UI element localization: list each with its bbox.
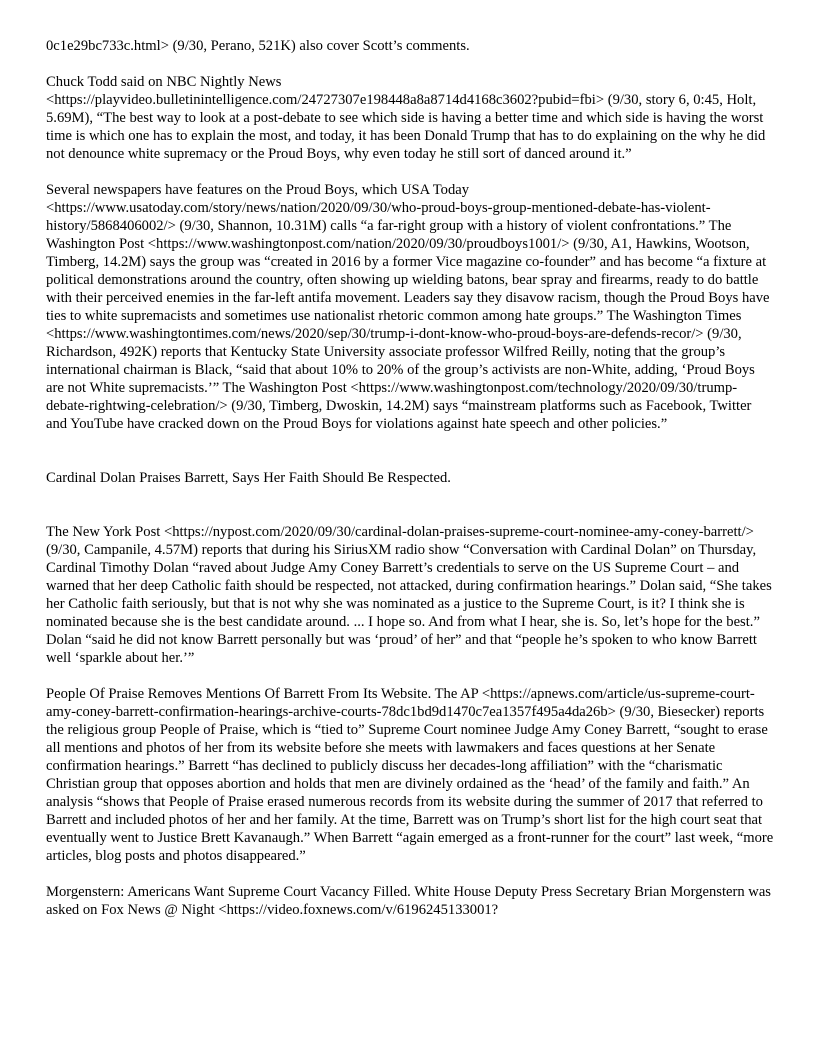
paragraph-spacer <box>46 163 774 181</box>
paragraph-chuck-todd: Chuck Todd said on NBC Nightly News <https://playvideo.bulletinintelligence.com/24727307e198448a8a8714d4168c3602?pubid=fbi> (9/30, story 6, 0:45, Holt, 5.69M), “The best way to look at a post-debate to see which side is having a better time and which side is having the worst time is which one has to explain the most, and today, it has been Donald Trump that has to do explaining on the why he did not denounce white supremacy or the Proud Boys, why even today he still sort of danced around it.” <box>46 74 766 162</box>
headline-cardinal-dolan: Cardinal Dolan Praises Barrett, Says Her Faith Should Be Respected. <box>46 470 451 486</box>
paragraph-ny-post-dolan: The New York Post <https://nypost.com/2020/09/30/cardinal-dolan-praises-supreme-court-nominee-amy-coney-barrett/> (9/30, Campanile, 4.57M) reports that during his SiriusXM radio show “Conversation with Cardinal Dolan” on Thursday, Cardinal Timothy Dolan “raved about Judge Amy Coney Barrett’s credentials to serve on the US Supreme Court – and warned that her deep Catholic faith should be respected, not attacked, during confirmation hearings.” Dolan said, “She takes her Catholic faith seriously, but that is not why she was nominated as a justice to the Supreme Court, is it? I think she is nominated because she is the best candidate around. ... I hope so. And from what I hear, she is. So, let’s hope for the best.” Dolan “said he did not know Barrett personally but was ‘proud’ of her” and that “people he’s spoken to who know Barrett well ‘sparkle about her.’” <box>46 524 772 666</box>
paragraph-scott-comments-tail: 0c1e29bc733c.html> (9/30, Perano, 521K) also cover Scott’s comments. <box>46 38 470 54</box>
document-page <box>46 37 774 919</box>
section-spacer <box>46 487 774 523</box>
section-spacer <box>46 433 774 469</box>
paragraph-spacer <box>46 55 774 73</box>
paragraph-morgenstern: Morgenstern: Americans Want Supreme Court Vacancy Filled. White House Deputy Press Secretary Brian Morgenstern was asked on Fox News @ Night <https://video.foxnews.com/v/6196245133001? <box>46 884 771 918</box>
paragraph-proud-boys-features: Several newspapers have features on the Proud Boys, which USA Today <https://www.usatoday.com/story/news/nation/2020/09/30/who-proud-boys-group-mentioned-debate-has-violent-history/5868406002/> (9/30, Shannon, 10.31M) calls “a far-right group with a history of violent confrontations.” The Washington Post <https://www.washingtonpost.com/nation/2020/09/30/proudboys1001/> (9/30, A1, Hawkins, Wootson, Timberg, 14.2M) says the group was “created in 2016 by a former Vice magazine co-founder” and has become “a fixture at political demonstrations around the country, often showing up wielding batons, bear spray and firearms, ready to do battle with their perceived enemies in the far-left antifa movement. Leaders say they disavow racism, though the Proud Boys have ties to white supremacists and sometimes use nationalist rhetoric common among hate groups.” The Washington Times <https://www.washingtontimes.com/news/2020/sep/30/trump-i-dont-know-who-proud-boys-are-defends-recor/> (9/30, Richardson, 492K) reports that Kentucky State University associate professor Wilfred Reilly, noting that the group’s international chairman is Black, “said that about 10% to 20% of the group’s activists are non-White, adding, ‘Proud Boys are not White supremacists.’” The Washington Post <https://www.washingtonpost.com/technology/2020/09/30/trump-debate-rightwing-celebration/> (9/30, Timberg, Dwoskin, 14.2M) says “mainstream platforms such as Facebook, Twitter and YouTube have cracked down on the Proud Boys for violations against hate speech and other policies.” <box>46 182 770 432</box>
paragraph-spacer <box>46 667 774 685</box>
paragraph-people-of-praise: People Of Praise Removes Mentions Of Barrett From Its Website. The AP <https://apnews.com/article/us-supreme-court-amy-coney-barrett-confirmation-hearings-archive-courts-78dc1bd9d1470c7ea1357f495a4da26b> (9/30, Biesecker) reports the religious group People of Praise, which is “tied to” Supreme Court nominee Judge Amy Coney Barrett, “sought to erase all mentions and photos of her from its website before she meets with lawmakers and faces questions at her Senate confirmation hearings.” Barrett “has declined to publicly discuss her decades-long affiliation” with the “charismatic Christian group that opposes abortion and holds that men are divinely ordained as the ‘head’ of the family and faith.” An analysis “shows that People of Praise erased numerous records from its website during the summer of 2017 that referred to Barrett and included photos of her and her family. At the time, Barrett was on Trump’s short list for the high court seat that eventually went to Justice Brett Kavanaugh.” When Barrett “again emerged as a front-runner for the court” last week, “more articles, blog posts and photos disappeared.” <box>46 686 774 864</box>
paragraph-spacer <box>46 865 774 883</box>
